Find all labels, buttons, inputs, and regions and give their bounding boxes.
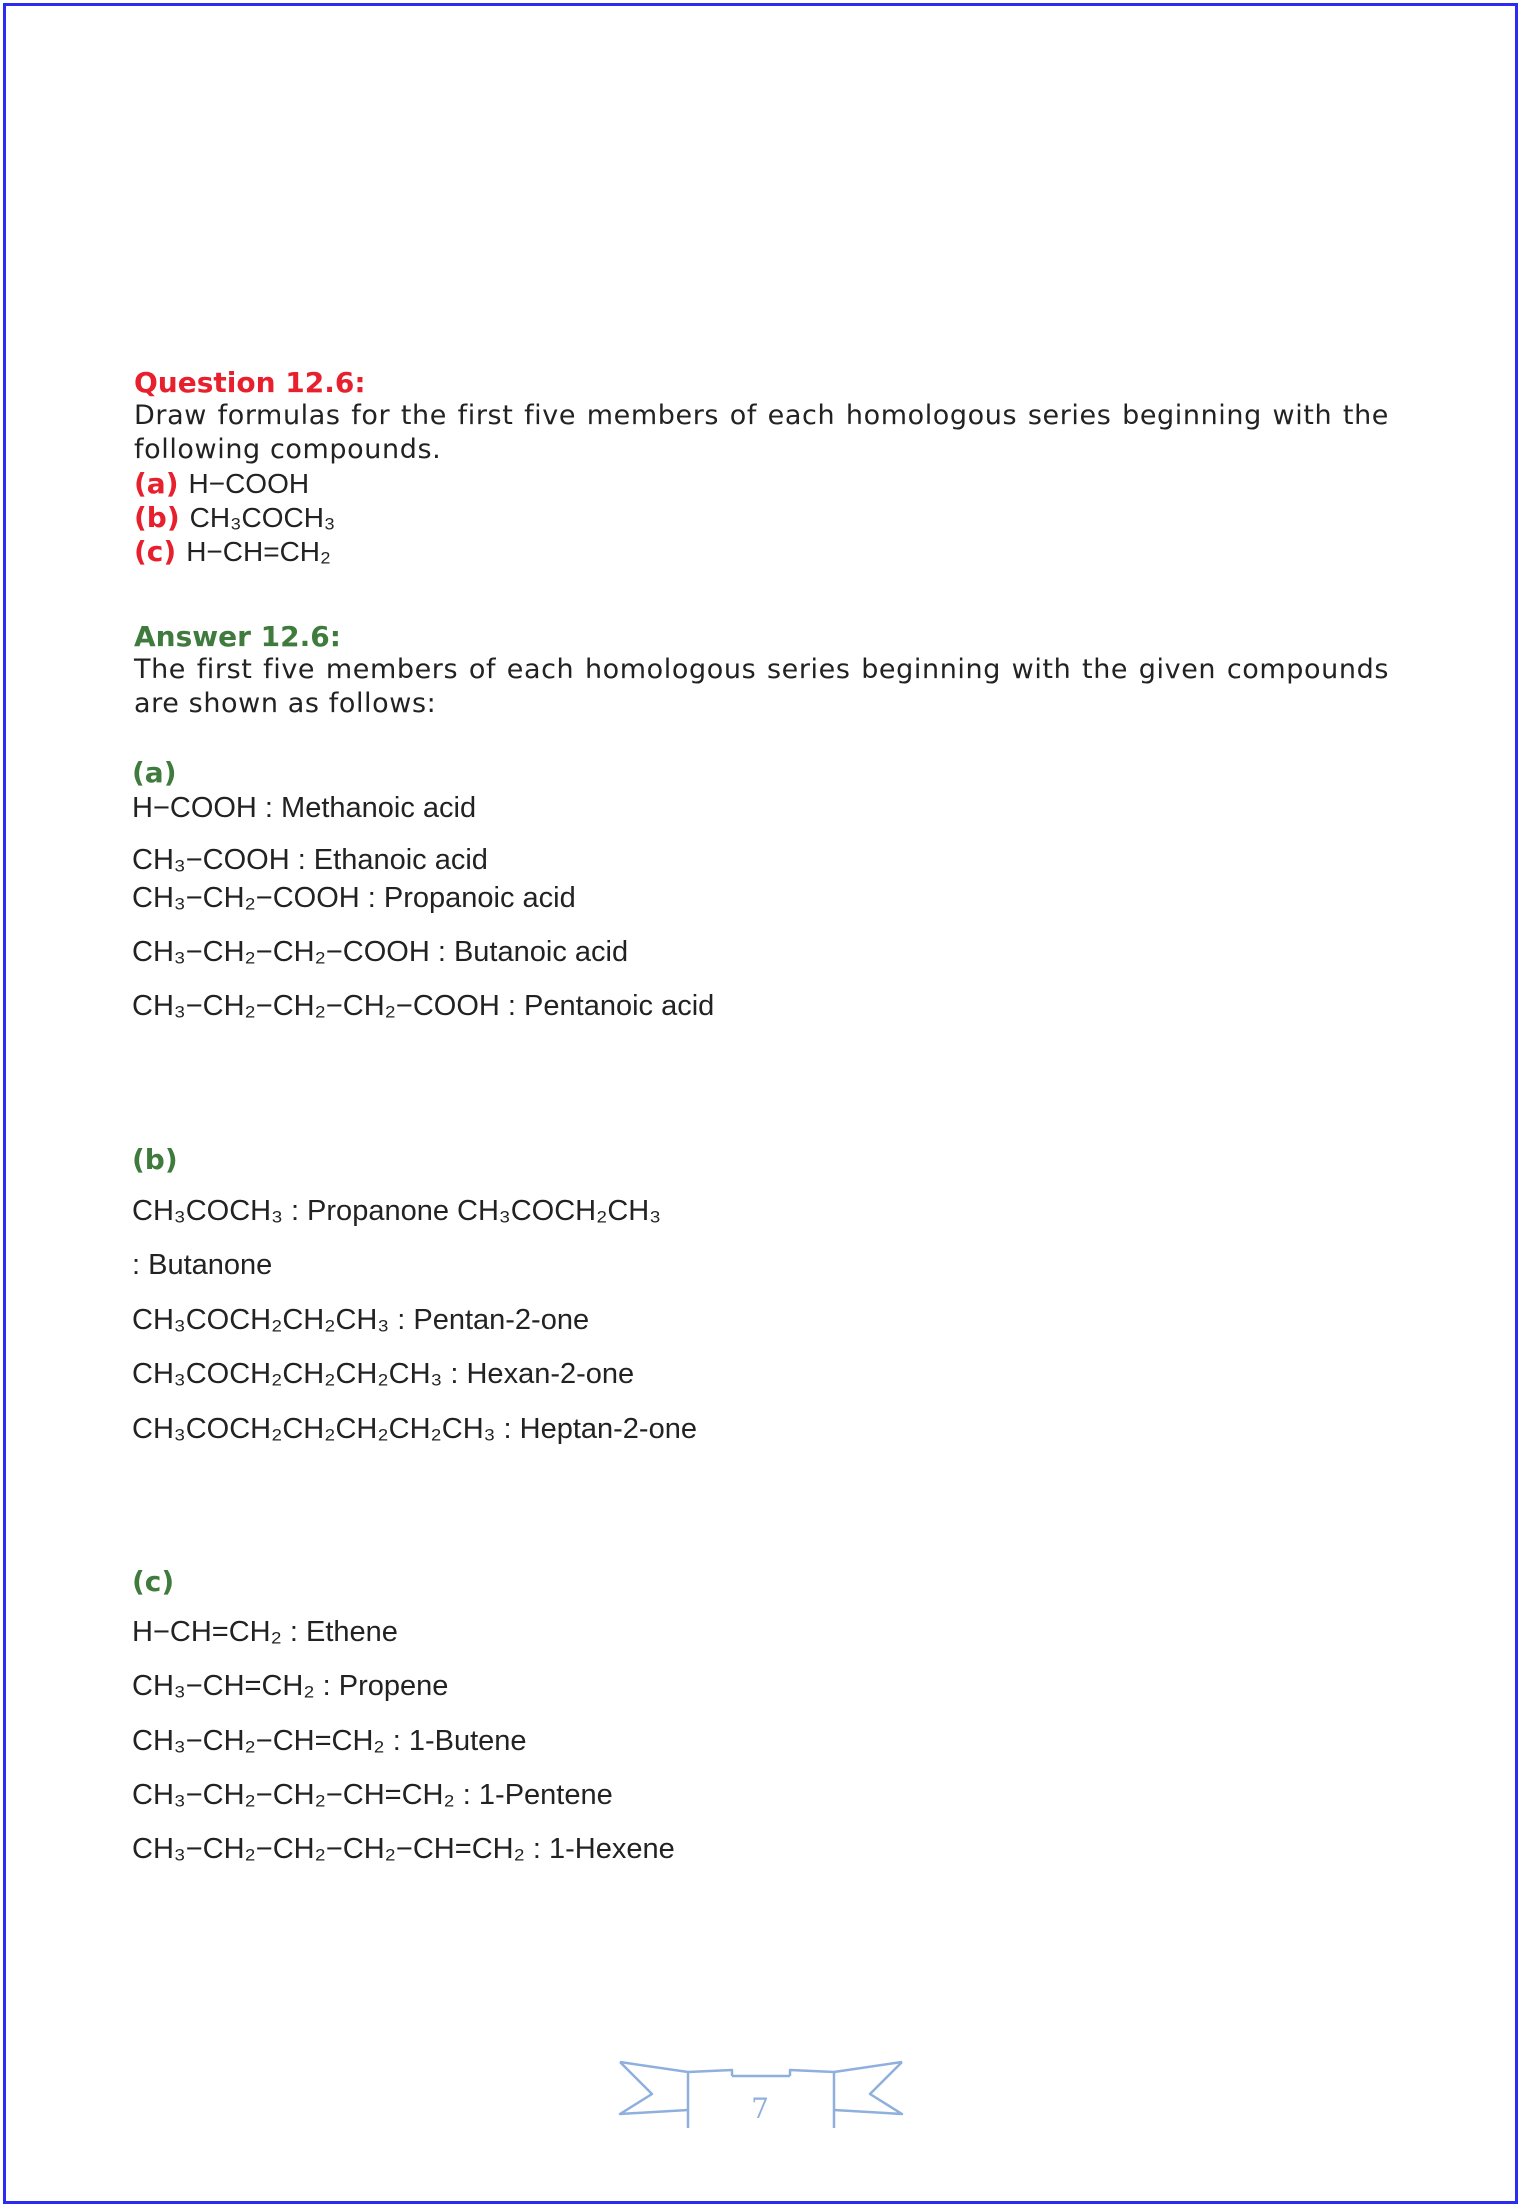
question-heading: Question 12.6:	[134, 366, 366, 399]
section-a-line: CH₃−CH₂−COOH : Propanoic acid	[132, 882, 576, 914]
option-label: (c)	[134, 535, 177, 568]
section-a-label: (a)	[132, 756, 177, 789]
option-formula: H−CH=CH₂	[186, 536, 331, 567]
section-b-line: CH₃COCH₂CH₂CH₃ : Pentan-2-one	[132, 1304, 590, 1336]
option-a	[134, 467, 1389, 501]
option-label: (b)	[134, 501, 180, 534]
option-c	[134, 535, 1389, 569]
section-c-line: CH₃−CH₂−CH₂−CH₂−CH=CH₂ : 1-Hexene	[132, 1833, 675, 1865]
question-text: Draw formulas for the first five members of each homologous series beginning with the following compounds.	[134, 400, 1389, 465]
section-a-line: CH₃−CH₂−CH₂−COOH : Butanoic acid	[132, 936, 629, 968]
option-label: (a)	[134, 467, 179, 500]
section-b-line: CH₃COCH₃ : Propanone CH₃COCH₂CH₃	[132, 1195, 662, 1227]
section-b-line: : Butanone	[132, 1249, 273, 1281]
section-c-line: H−CH=CH₂ : Ethene	[132, 1616, 398, 1648]
page-number: 7	[751, 2092, 769, 2125]
section-a-line: H−COOH : Methanoic acid	[132, 792, 477, 824]
section-b-line: CH₃COCH₂CH₂CH₂CH₂CH₃ : Heptan-2-one	[132, 1413, 697, 1445]
answer-text: The first five members of each homologous series beginning with the given compounds are shown as follows:	[134, 654, 1389, 719]
section-c-line: CH₃−CH=CH₂ : Propene	[132, 1670, 449, 1702]
option-formula: CH₃COCH₃	[189, 502, 336, 533]
question-block	[134, 366, 1389, 569]
section-a-line: CH₃−CH₂−CH₂−CH₂−COOH : Pentanoic acid	[132, 990, 715, 1022]
answer-block	[134, 620, 1389, 721]
section-c-label: (c)	[132, 1565, 175, 1598]
option-b	[134, 501, 1389, 535]
option-formula: H−COOH	[188, 468, 310, 499]
answer-heading: Answer 12.6:	[134, 620, 341, 653]
page-border	[3, 3, 1518, 2204]
section-c-line: CH₃−CH₂−CH=CH₂ : 1-Butene	[132, 1725, 527, 1757]
section-b-line: CH₃COCH₂CH₂CH₂CH₃ : Hexan-2-one	[132, 1358, 635, 1390]
section-c-line: CH₃−CH₂−CH₂−CH=CH₂ : 1-Pentene	[132, 1779, 613, 1811]
section-a-line: CH₃−COOH : Ethanoic acid	[132, 844, 488, 876]
section-b-label: (b)	[132, 1143, 178, 1176]
